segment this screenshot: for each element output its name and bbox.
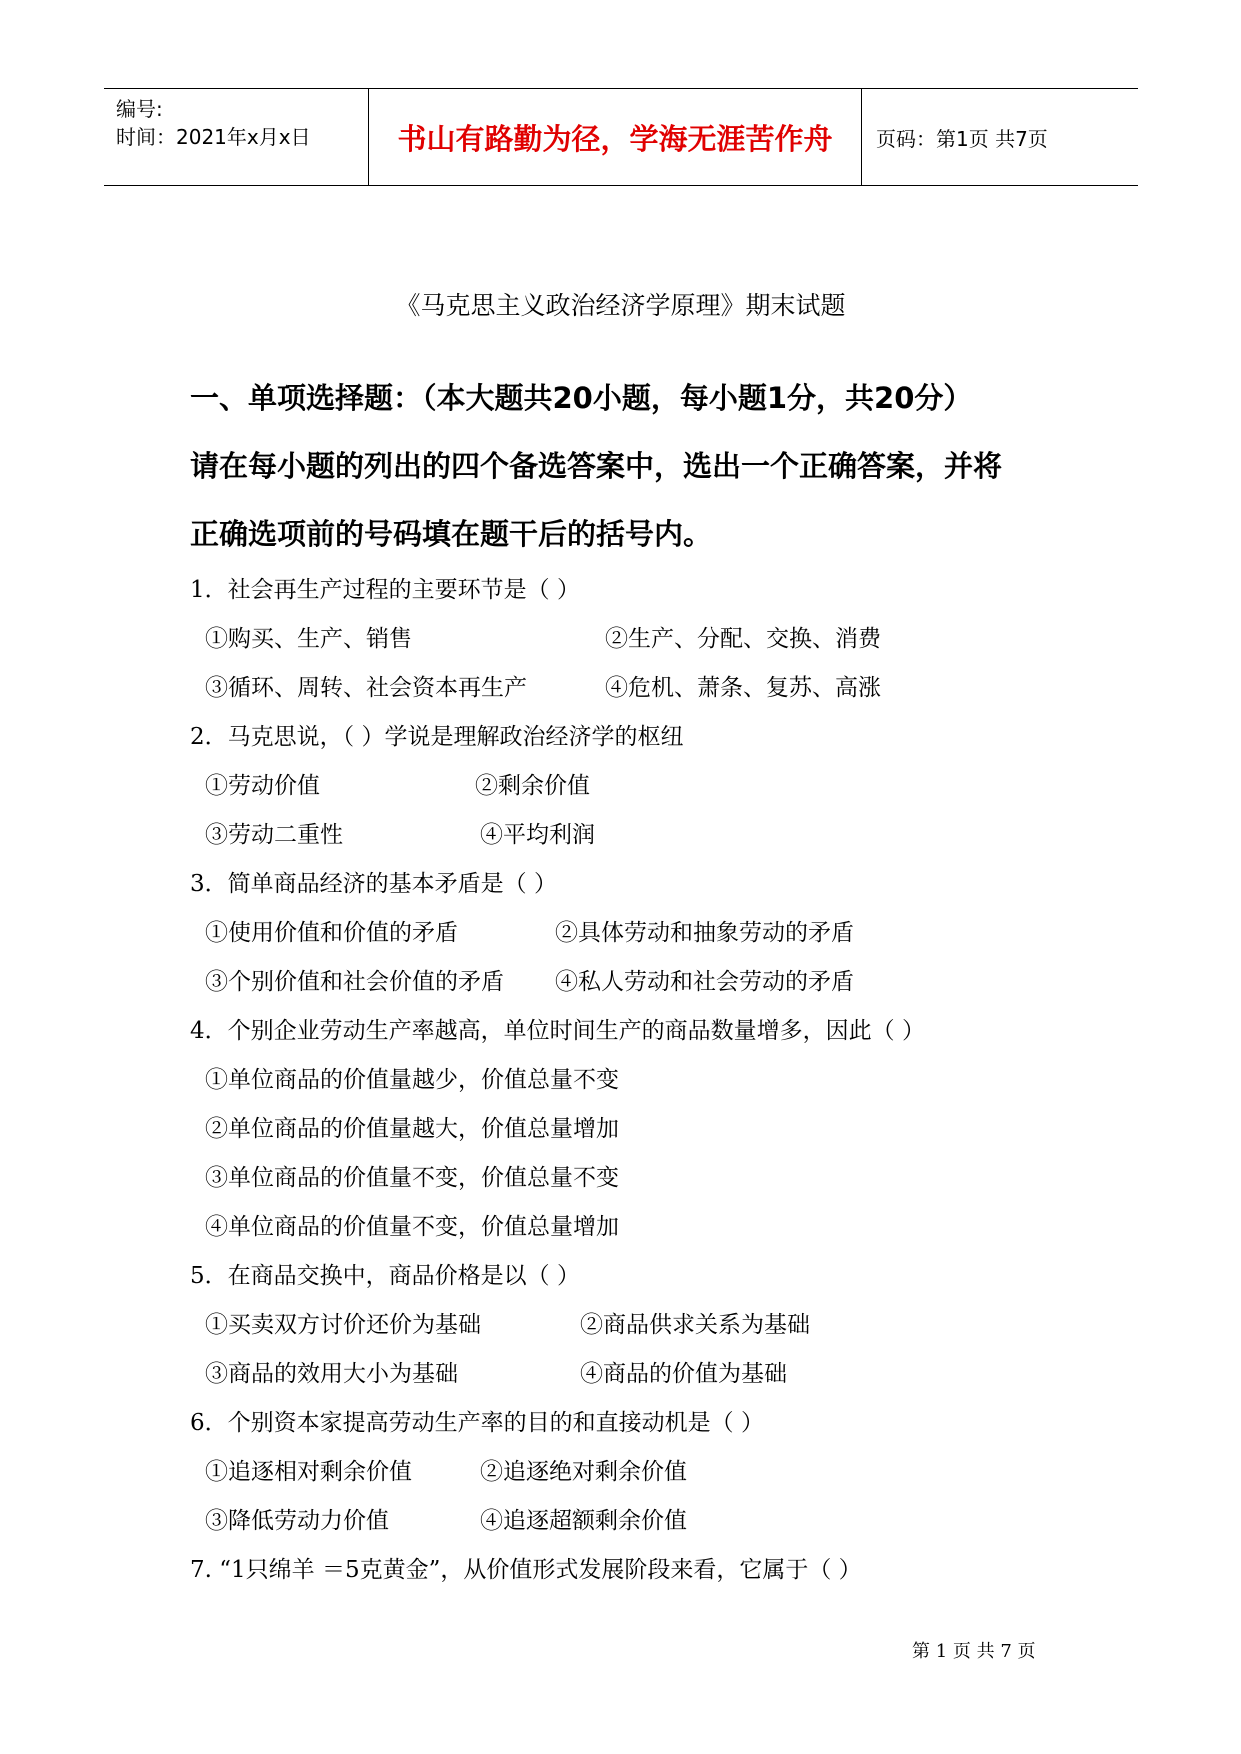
motto: 书山有路勤为径，学海无涯苦作舟: [369, 89, 862, 185]
question-option: ②商品供求关系为基础: [580, 1312, 810, 1338]
question-option: ④商品的价值为基础: [580, 1361, 787, 1387]
question-stem: 2．马克思说，（ ）学说是理解政治经济学的枢纽: [190, 724, 684, 750]
question-option: ③劳动二重性: [205, 822, 343, 848]
question-option: ①追逐相对剩余价值: [205, 1459, 412, 1485]
header-info-cell: [104, 89, 369, 185]
question-option: ③单位商品的价值量不变，价值总量不变: [205, 1165, 619, 1191]
question-option: ②具体劳动和抽象劳动的矛盾: [555, 920, 854, 946]
question-stem: 3．简单商品经济的基本矛盾是（ ）: [190, 871, 557, 897]
section-instruction-line2: 正确选项前的号码填在题干后的括号内。: [190, 517, 713, 551]
serial-label: 编号:: [116, 97, 163, 121]
question-option: ③商品的效用大小为基础: [205, 1361, 458, 1387]
question-option: ①买卖双方讨价还价为基础: [205, 1312, 481, 1338]
question-stem: 5．在商品交换中，商品价格是以（ ）: [190, 1263, 580, 1289]
page-info: 页码：第1页 共7页: [876, 126, 1048, 151]
question-option: ④危机、萧条、复苏、高涨: [605, 675, 881, 701]
time-label: 时间：2021年x月x日: [116, 125, 311, 149]
question-option: ②单位商品的价值量越大，价值总量增加: [205, 1116, 619, 1142]
page-footer: 第 1 页 共 7 页: [912, 1641, 1036, 1662]
question-option: ②剩余价值: [475, 773, 590, 799]
question-option: ①使用价值和价值的矛盾: [205, 920, 458, 946]
question-option: ③循环、周转、社会资本再生产: [205, 675, 527, 701]
question-stem: 4．个别企业劳动生产率越高，单位时间生产的商品数量增多，因此（ ）: [190, 1018, 925, 1044]
question-stem: 6．个别资本家提高劳动生产率的目的和直接动机是（ ）: [190, 1410, 764, 1436]
question-option: ①购买、生产、销售: [205, 626, 412, 652]
question-option: ①单位商品的价值量越少，价值总量不变: [205, 1067, 619, 1093]
question-option: ④平均利润: [480, 822, 595, 848]
question-option: ③个别价值和社会价值的矛盾: [205, 969, 504, 995]
question-option: ③降低劳动力价值: [205, 1508, 389, 1534]
page-title: 《马克思主义政治经济学原理》期末试题: [395, 291, 846, 320]
question-option: ②生产、分配、交换、消费: [605, 626, 881, 652]
question-option: ②追逐绝对剩余价值: [480, 1459, 687, 1485]
question-stem: 1．社会再生产过程的主要环节是（ ）: [190, 577, 580, 603]
question-stem: 7. “1只绵羊 ＝5克黄金”，从价值形式发展阶段来看，它属于（ ）: [190, 1557, 862, 1583]
section-instruction-line1: 请在每小题的列出的四个备选答案中，选出一个正确答案，并将: [190, 449, 1003, 483]
question-option: ④私人劳动和社会劳动的矛盾: [555, 969, 854, 995]
question-option: ④单位商品的价值量不变，价值总量增加: [205, 1214, 619, 1240]
question-option: ④追逐超额剩余价值: [480, 1508, 687, 1534]
document-header: [104, 88, 1138, 186]
question-option: ①劳动价值: [205, 773, 320, 799]
section-heading: 一、单项选择题：（本大题共20小题，每小题1分，共20分）: [190, 381, 973, 415]
